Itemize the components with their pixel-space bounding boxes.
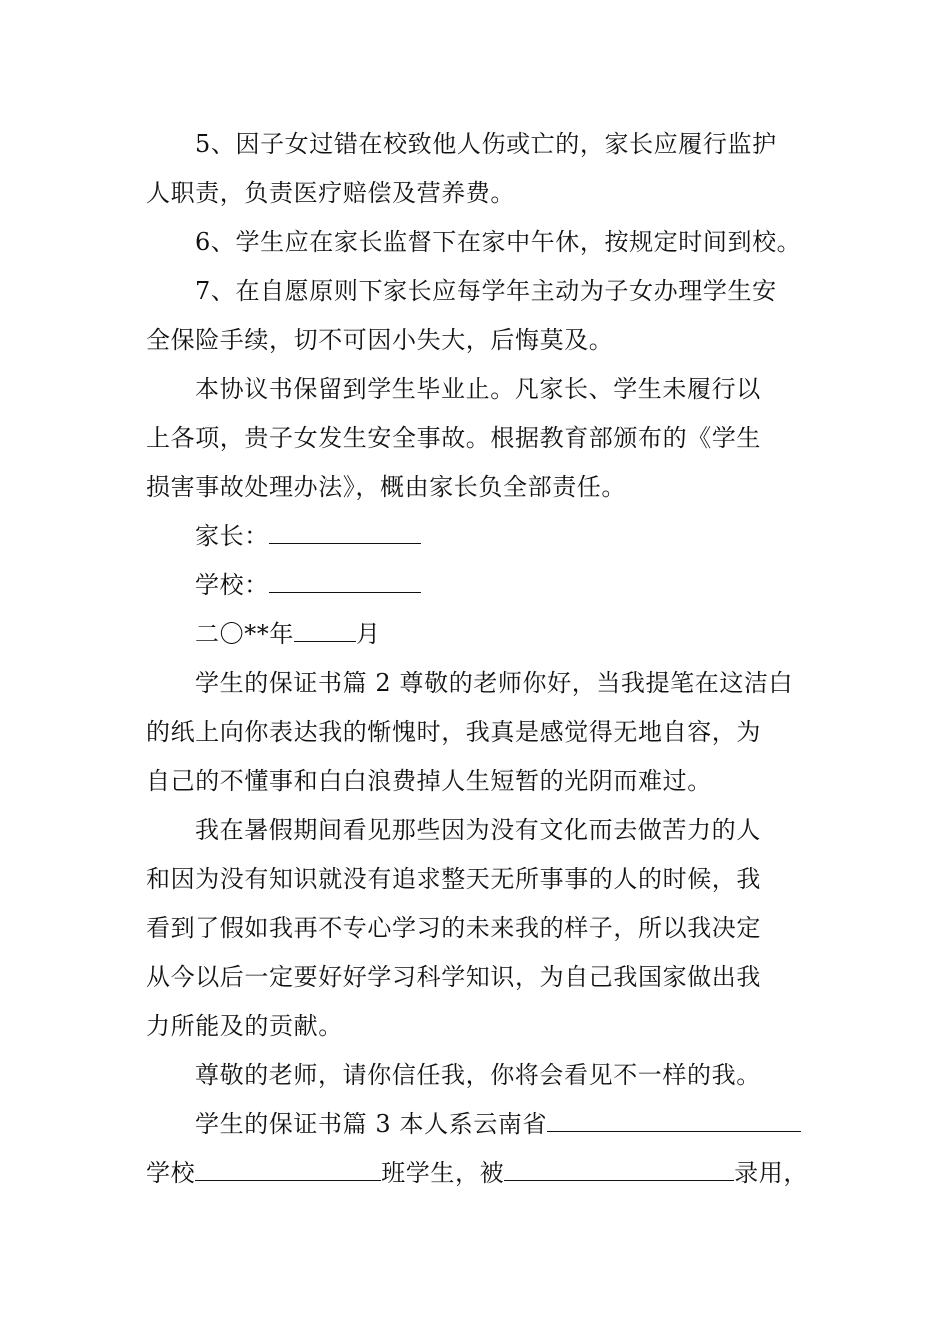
paragraph-line: 5、因子女过错在校致他人伤或亡的，家长应履行监护 — [195, 130, 777, 158]
date-month: 月 — [356, 620, 381, 648]
date-year: 二〇**年 — [195, 620, 294, 648]
school-signature-blank — [269, 570, 421, 593]
paragraph-line: 全保险手续，切不可因小失大，后悔莫及。 — [146, 326, 614, 354]
date-line — [146, 610, 810, 659]
paragraph-line: 损害事故处理办法》，概由家长负全部责任。 — [146, 473, 626, 501]
paragraph-line: 和因为没有知识就没有追求整天无所事事的人的时候，我 — [146, 865, 761, 893]
paragraph-line: 人职责，负责医疗赔偿及营养费。 — [146, 179, 515, 207]
paragraph-line: 我在暑假期间看见那些因为没有文化而去做苦力的人 — [195, 816, 761, 844]
province-blank — [547, 1109, 801, 1132]
parent-label: 家长： — [195, 522, 269, 550]
paragraph-line: 自己的不懂事和白白浪费掉人生短暂的光阴而难过。 — [146, 767, 712, 795]
school-text: 学校 — [146, 1159, 196, 1187]
paragraph-line — [146, 1149, 810, 1198]
school-label: 学校： — [195, 571, 269, 599]
paragraph-line: 尊敬的老师，请你信任我，你将会看见不一样的我。 — [195, 1061, 761, 1089]
hired-text: 录用， — [734, 1159, 809, 1187]
paragraph-line: 6、学生应在家长监督下在家中午休，按规定时间到校。 — [195, 228, 802, 256]
paragraph-line: 力所能及的贡献。 — [146, 1012, 343, 1040]
guarantee-heading: 学生的保证书篇 3 本人系云南省 — [195, 1110, 548, 1138]
paragraph-line: 上各项，贵子女发生安全事故。根据教育部颁布的《学生 — [146, 424, 761, 452]
paragraph-line: 学生的保证书篇 2 尊敬的老师你好，当我提笔在这洁白 — [195, 669, 794, 697]
document-page — [146, 120, 810, 1198]
paragraph-line — [146, 1100, 810, 1149]
school-blank — [195, 1158, 381, 1181]
paragraph-line: 的纸上向你表达我的惭愧时，我真是感觉得无地自容，为 — [146, 718, 761, 746]
paragraph-line: 看到了假如我再不专心学习的未来我的样子，所以我决定 — [146, 914, 761, 942]
parent-signature-line — [146, 512, 810, 561]
employer-blank — [504, 1158, 734, 1181]
paragraph-line: 从今以后一定要好好学习科学知识，为自己我国家做出我 — [146, 963, 761, 991]
parent-signature-blank — [269, 521, 421, 544]
school-signature-line — [146, 561, 810, 610]
paragraph-line: 7、在自愿原则下家长应每学年主动为子女办理学生安 — [195, 277, 777, 305]
paragraph-line: 本协议书保留到学生毕业止。凡家长、学生未履行以 — [195, 375, 761, 403]
class-text: 班学生，被 — [381, 1159, 505, 1187]
date-month-blank — [294, 619, 356, 642]
